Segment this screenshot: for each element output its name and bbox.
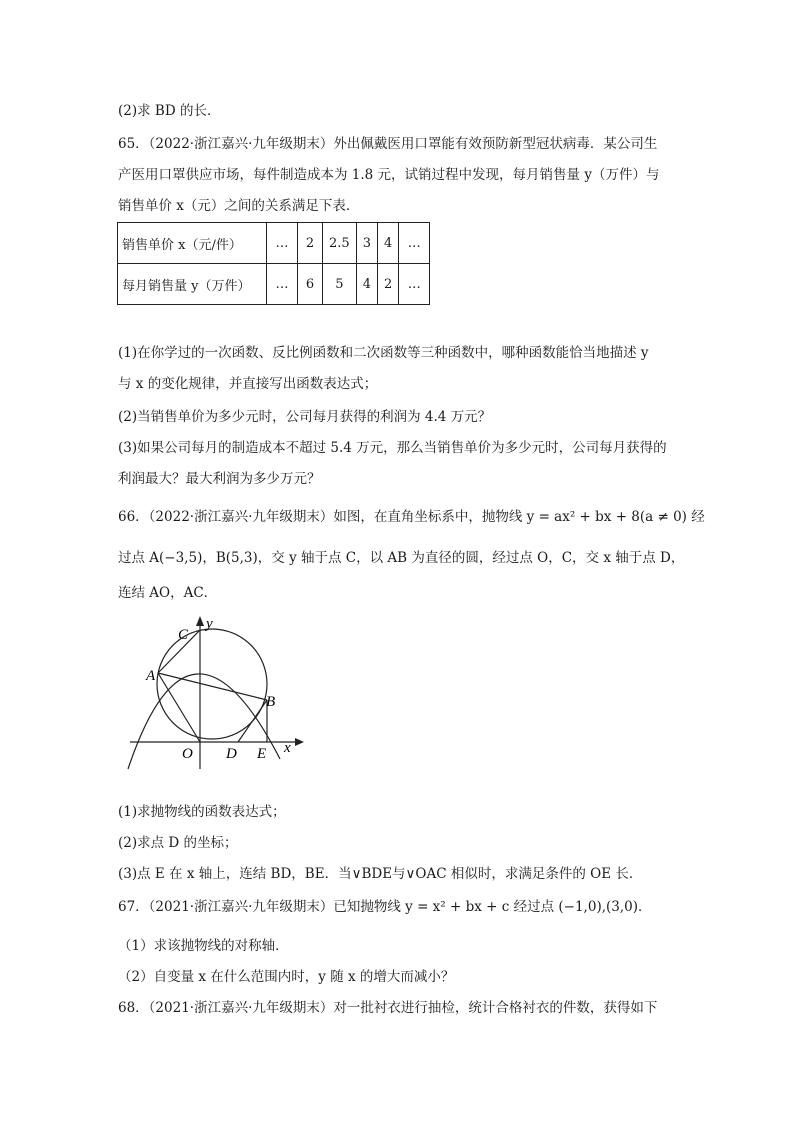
table-cell: … [267, 223, 298, 264]
table-cell: 3 [356, 223, 377, 264]
q65-part1b: 与 x 的变化规律，并直接写出函数表达式； [118, 376, 378, 392]
q67-part2: （2）自变量 x 在什么范围内时，y 随 x 的增大而减小？ [118, 969, 455, 985]
q66-part2: (2)求点 D 的坐标； [118, 835, 238, 851]
table-cell: 6 [298, 264, 323, 305]
prev-part2: (2)求 BD 的长． [118, 103, 221, 119]
table-cell: … [267, 264, 298, 305]
table-cell: 2 [298, 223, 323, 264]
q66-part1: (1)求抛物线的函数表达式； [118, 804, 286, 820]
table-cell: 2 [377, 264, 398, 305]
table-cell: 5 [323, 264, 357, 305]
q68-line1: 68．（2021·浙江嘉兴·九年级期末）对一批衬衣进行抽检，统计合格衬衣的件数，获得如下 [118, 1000, 658, 1016]
q67-part1: （1）求该抛物线的对称轴． [118, 938, 289, 954]
q65-part1a: (1)在你学过的一次函数、反比例函数和二次函数等三种函数中，哪种函数能恰当地描述 y [118, 345, 649, 361]
table-cell: 4 [356, 264, 377, 305]
label-A: A [146, 668, 156, 684]
q67-line1: 67．（2021·浙江嘉兴·九年级期末）已知抛物线 y = x² + bx + c 经过点 (−1,0),(3,0)． [118, 899, 652, 915]
q65-line2: 产医用口罩供应市场，每件制造成本为 1.8 元，试销过程中发现，每月销售量 y（万件）与 [118, 167, 660, 183]
q66-line2: 过点 A(−3,5)，B(5,3)，交 y 轴于点 C，以 AB 为直径的圆，经过点 O，C，交 x 轴于点 D， [118, 550, 685, 566]
label-x: x [284, 740, 291, 756]
x-axis-arrow [295, 738, 304, 746]
q65-part2: (2)当销售单价为多少元时，公司每月获得的利润为 4.4 万元？ [118, 409, 492, 425]
parabola-circle-figure [120, 614, 310, 774]
q65-line1: 65．（2022·浙江嘉兴·九年级期末）外出佩戴医用口罩能有效预防新型冠状病毒．某公司生 [118, 136, 658, 152]
table-row [118, 223, 430, 264]
q66-line1: 66．（2022·浙江嘉兴·九年级期末）如图，在直角坐标系中，抛物线 y = ax² + bx + 8(a ≠ 0) 经 [118, 509, 705, 525]
label-y: y [206, 616, 213, 632]
price-sales-table [117, 222, 430, 305]
table-cell: 4 [377, 223, 398, 264]
q66-part3: (3)点 E 在 x 轴上，连结 BD，BE．当∨BDE与∨OAC 相似时，求满足条件的 OE 长． [118, 866, 643, 882]
q65-part3a: (3)如果公司每月的制造成本不超过 5.4 万元，那么当销售单价为多少元时，公司每月获得的 [118, 440, 667, 456]
table-row [118, 264, 430, 305]
label-E: E [257, 746, 267, 762]
q66-line3: 连结 AO，AC． [118, 585, 218, 601]
label-D: D [226, 746, 237, 762]
segment-BD [238, 700, 267, 742]
q65-line3: 销售单价 x（元）之间的关系满足下表． [118, 198, 360, 214]
y-axis-arrow [196, 616, 204, 626]
table-cell: 2.5 [323, 223, 357, 264]
segment-AO [158, 673, 200, 742]
table-cell: 每月销售量 y（万件） [118, 264, 267, 305]
q65-part3b: 利润最大？最大利润为多少万元？ [118, 471, 321, 487]
label-O: O [182, 746, 193, 762]
table-cell: … [399, 223, 430, 264]
label-B: B [266, 694, 276, 710]
table-cell: … [399, 264, 430, 305]
label-C: C [178, 627, 189, 643]
table-cell: 销售单价 x（元/件） [118, 223, 267, 264]
